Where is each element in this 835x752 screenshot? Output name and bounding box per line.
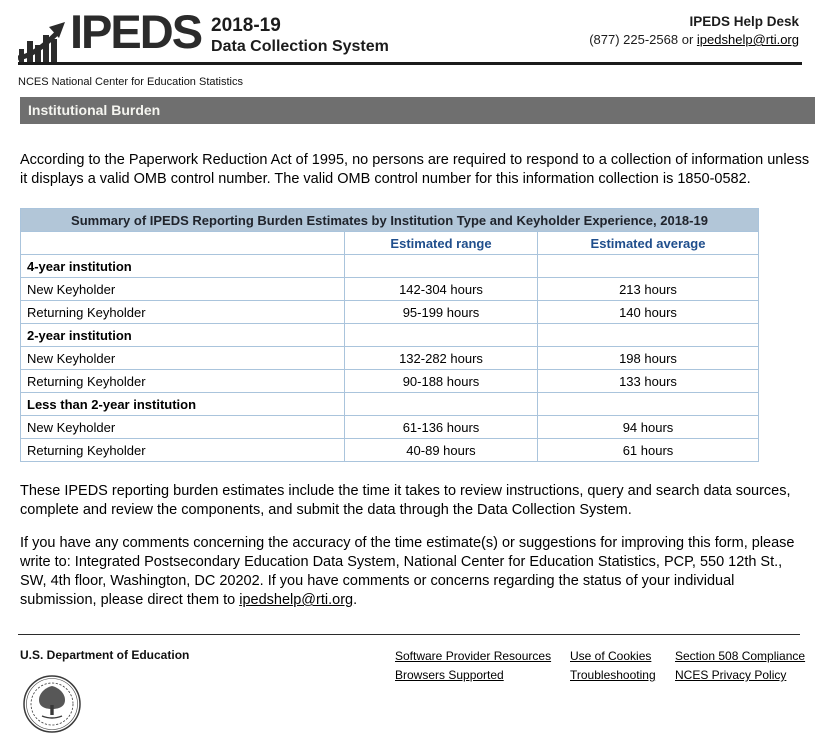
row-label: New Keyholder xyxy=(21,416,345,439)
row-label: Returning Keyholder xyxy=(21,439,345,462)
table-row xyxy=(21,439,759,462)
table-row xyxy=(21,324,759,347)
table-row xyxy=(21,416,759,439)
section-508-compliance-link[interactable]: Section 508 Compliance xyxy=(675,649,806,663)
column-header-range: Estimated range xyxy=(345,232,538,255)
average-cell: 94 hours xyxy=(538,416,759,439)
page-footer xyxy=(20,648,806,739)
table-row xyxy=(21,255,759,278)
footer-divider xyxy=(18,634,800,635)
table-header-row xyxy=(21,232,759,255)
department-of-education-seal-icon xyxy=(22,674,189,739)
range-cell: 142-304 hours xyxy=(345,278,538,301)
table-row xyxy=(21,347,759,370)
comments-text: If you have any comments concerning the accuracy of the time estimate(s) or suggestions for improving this form, please write to: Integrated Postsecondary Education Data System, National Center for Education Statistics, PCP, 550 12th St., SW, 4th floor, Washington, DC 20202. If you have comments or concerns regarding the status of your individual submission, please direct them to xyxy=(20,535,795,608)
help-desk-contact xyxy=(589,32,799,47)
logo-subtitle xyxy=(211,15,389,56)
table-row xyxy=(21,278,759,301)
nces-label: NCES National Center for Education Statistics xyxy=(18,76,243,88)
help-phone: (877) 225-2568 xyxy=(589,32,679,47)
group-label: 4-year institution xyxy=(21,255,345,278)
help-desk-title: IPEDS Help Desk xyxy=(689,14,799,29)
table-row xyxy=(21,370,759,393)
collection-year: 2018-19 xyxy=(211,15,281,36)
average-cell: 61 hours xyxy=(538,439,759,462)
use-of-cookies-link[interactable]: Use of Cookies xyxy=(570,649,652,663)
row-label: New Keyholder xyxy=(21,347,345,370)
range-cell xyxy=(345,393,538,416)
range-cell: 95-199 hours xyxy=(345,301,538,324)
troubleshooting-link[interactable]: Troubleshooting xyxy=(570,668,656,682)
estimates-note-paragraph: These IPEDS reporting burden estimates include the time it takes to review instructions, query and search data sources, complete and review the components, and submit the data through the Data Collection System. xyxy=(20,483,791,518)
help-conjunction: or xyxy=(681,32,694,47)
range-cell xyxy=(345,324,538,347)
average-cell: 140 hours xyxy=(538,301,759,324)
average-cell xyxy=(538,324,759,347)
system-name: Data Collection System xyxy=(211,37,389,55)
ipeds-logo xyxy=(18,5,389,71)
column-header-blank xyxy=(21,232,345,255)
table-row xyxy=(21,301,759,324)
range-cell xyxy=(345,255,538,278)
comments-email-link[interactable]: ipedshelp@rti.org xyxy=(239,592,354,608)
comments-paragraph xyxy=(20,534,812,610)
footer-left xyxy=(20,648,189,739)
average-cell: 133 hours xyxy=(538,370,759,393)
page-title: Institutional Burden xyxy=(20,97,815,124)
footer-link-column xyxy=(395,650,570,739)
help-desk-block xyxy=(589,14,799,47)
footer-link-column xyxy=(675,649,806,739)
average-cell: 213 hours xyxy=(538,278,759,301)
burden-estimates-table xyxy=(20,208,759,462)
group-label: Less than 2-year institution xyxy=(21,393,345,416)
comments-text-end: . xyxy=(353,592,358,608)
bar-chart-arrow-icon xyxy=(18,18,68,71)
table-row xyxy=(21,393,759,416)
range-cell: 132-282 hours xyxy=(345,347,538,370)
department-label: U.S. Department of Education xyxy=(20,648,190,662)
software-provider-resources-link[interactable]: Software Provider Resources xyxy=(395,649,552,663)
footer-link-column xyxy=(570,650,675,739)
omb-notice-paragraph: According to the Paperwork Reduction Act of 1995, no persons are required to respond to a collection of information unless it displays a valid OMB control number. The valid OMB control number for this information collection is 1850-0582. xyxy=(20,152,810,187)
footer-links xyxy=(395,649,806,739)
group-label: 2-year institution xyxy=(21,324,345,347)
logo-wordmark: IPEDS xyxy=(70,5,202,58)
average-cell xyxy=(538,393,759,416)
range-cell: 40-89 hours xyxy=(345,439,538,462)
row-label: Returning Keyholder xyxy=(21,301,345,324)
average-cell xyxy=(538,255,759,278)
range-cell: 61-136 hours xyxy=(345,416,538,439)
row-label: New Keyholder xyxy=(21,278,345,301)
average-cell: 198 hours xyxy=(538,347,759,370)
page-header xyxy=(0,0,835,62)
row-label: Returning Keyholder xyxy=(21,370,345,393)
table-title: Summary of IPEDS Reporting Burden Estimates by Institution Type and Keyholder Experience, 2018-19 xyxy=(21,209,759,232)
table-title-row xyxy=(21,209,759,232)
column-header-average: Estimated average xyxy=(538,232,759,255)
nces-privacy-policy-link[interactable]: NCES Privacy Policy xyxy=(675,668,787,682)
range-cell: 90-188 hours xyxy=(345,370,538,393)
help-email-link[interactable]: ipedshelp@rti.org xyxy=(696,32,799,47)
browsers-supported-link[interactable]: Browsers Supported xyxy=(395,668,504,682)
